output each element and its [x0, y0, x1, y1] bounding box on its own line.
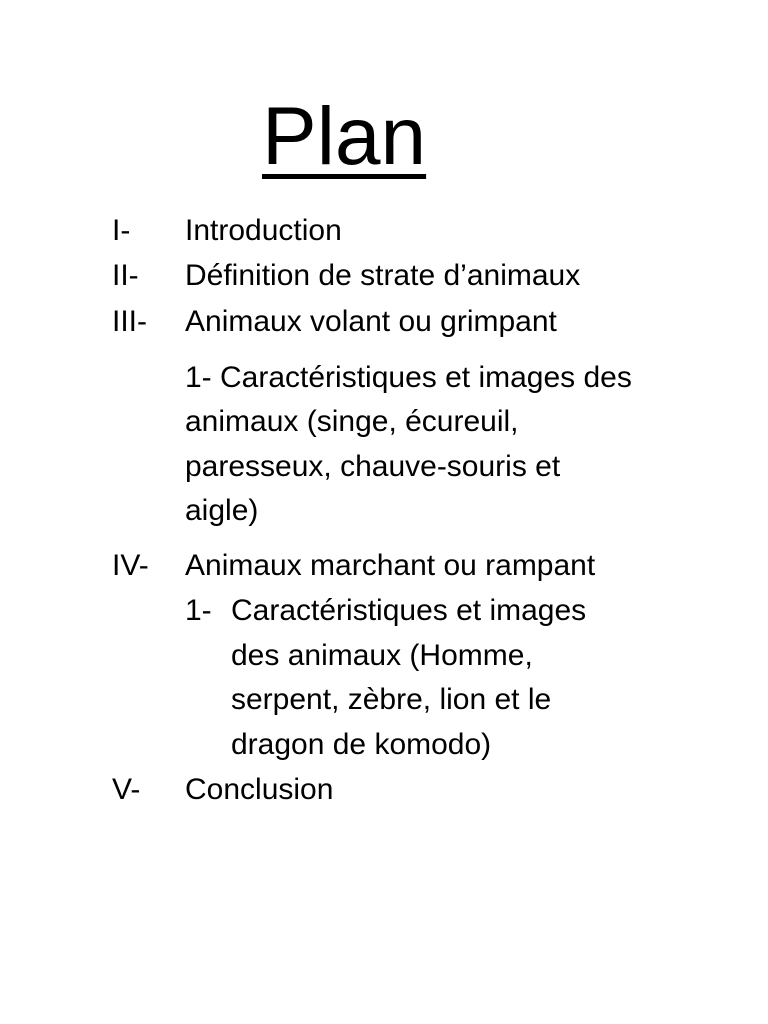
outline-number: I- — [112, 214, 131, 247]
outline-sub-text: dragon de komodo) — [231, 728, 492, 761]
outline-number: IV- — [112, 549, 149, 582]
page-title: Plan — [262, 91, 427, 182]
outline-sub-text: animaux (singe, écureuil, — [185, 405, 519, 438]
outline-label: Conclusion — [185, 773, 334, 806]
outline-sub-number: 1- — [185, 594, 212, 627]
outline-sub-text: 1- Caractéristiques et images des — [185, 361, 632, 394]
outline-number: II- — [112, 259, 139, 292]
outline-label: Introduction — [185, 214, 342, 247]
outline-number: III- — [112, 305, 147, 338]
outline-sub-text: des animaux (Homme, — [231, 639, 533, 672]
outline-sub-text: paresseux, chauve-souris et — [185, 450, 561, 483]
outline-sub-text: Caractéristiques et images — [231, 594, 587, 627]
outline-label: Animaux marchant ou rampant — [185, 549, 596, 582]
outline-label: Définition de strate d’animaux — [185, 259, 581, 292]
outline-number: V- — [112, 773, 141, 806]
outline-label: Animaux volant ou grimpant — [185, 305, 557, 338]
outline-sub-text: serpent, zèbre, lion et le — [231, 683, 552, 716]
outline-sub-text: aigle) — [185, 494, 259, 527]
